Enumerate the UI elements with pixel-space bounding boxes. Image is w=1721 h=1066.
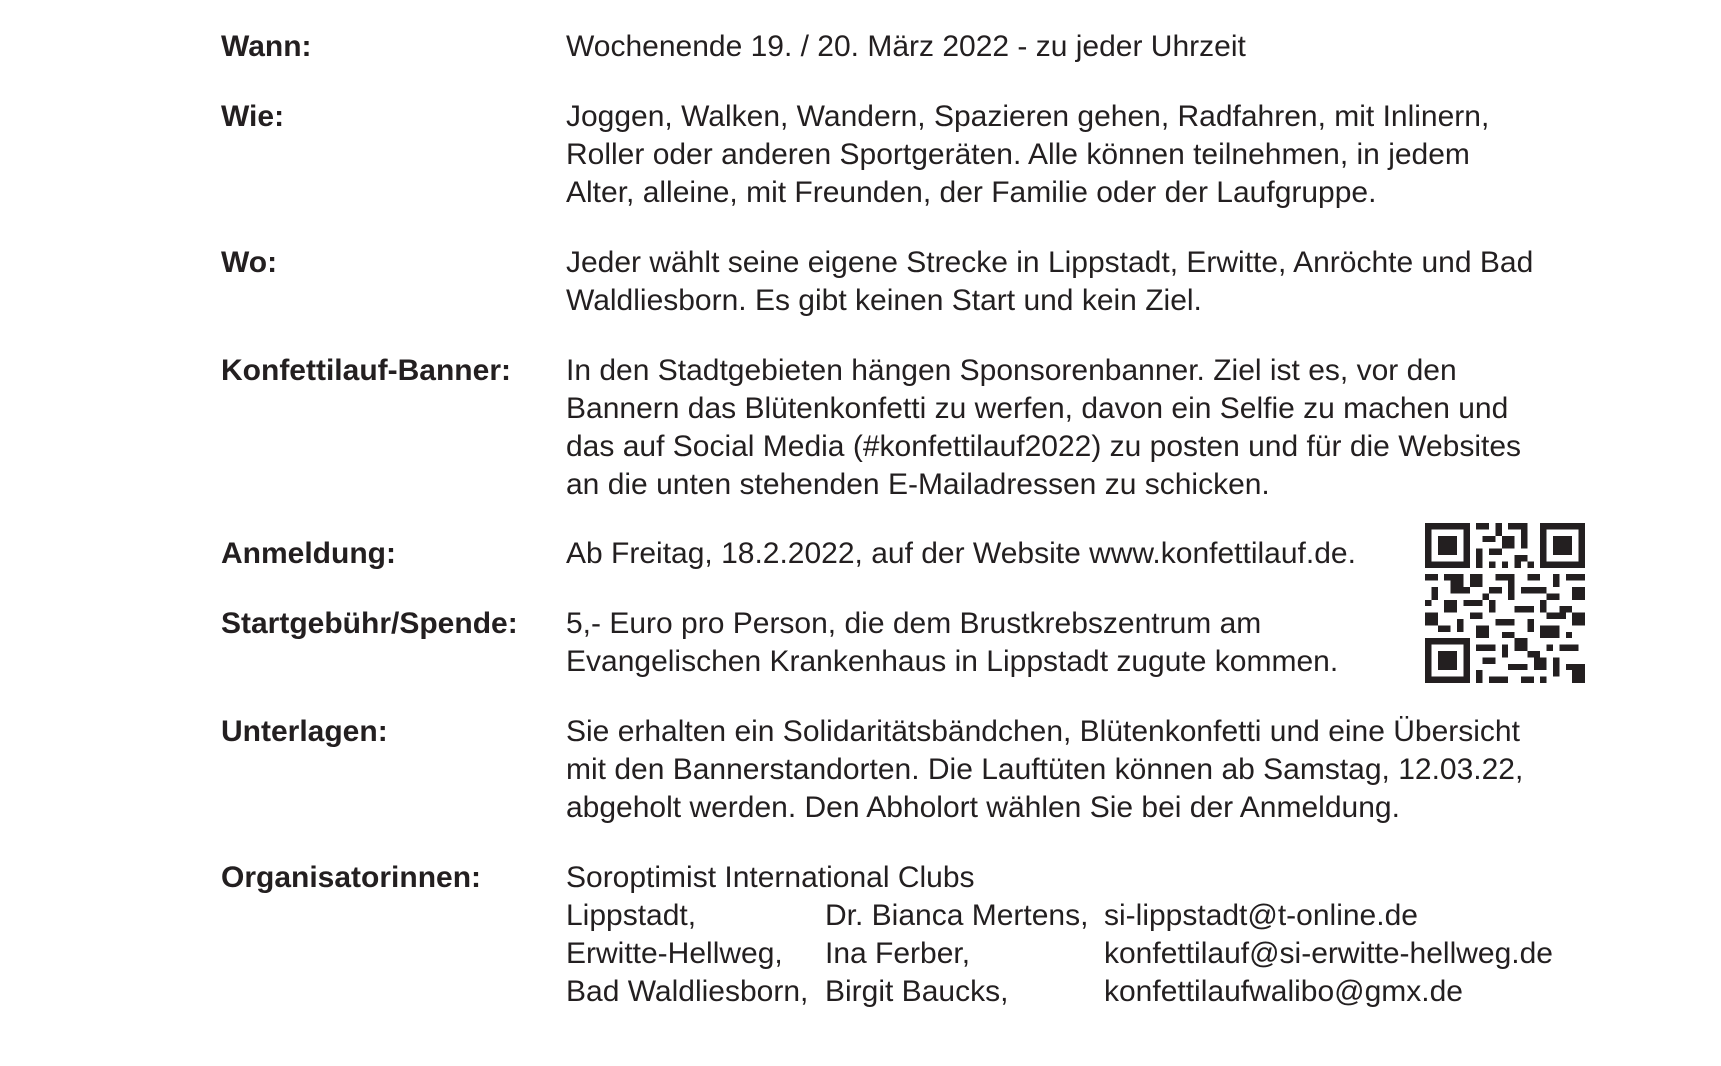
email-column <box>1104 897 1553 1011</box>
organizer-contacts <box>566 897 1626 1011</box>
label-wie: Wie: <box>221 100 285 133</box>
value-line: Joggen, Walken, Wandern, Spazieren gehen, Radfahren, mit Inlinern, <box>566 100 1490 133</box>
value-line: Waldliesborn. Es gibt keinen Start und kein Ziel. <box>566 284 1202 317</box>
qr-code-icon <box>1425 523 1585 683</box>
value-line: abgeholt werden. Den Abholort wählen Sie bei der Anmeldung. <box>566 791 1400 824</box>
contact-email: konfettilaufwalibo@gmx.de <box>1104 975 1463 1008</box>
contact-person: Dr. Bianca Mertens, <box>825 899 1089 932</box>
qr-finder-top-right <box>1540 523 1585 568</box>
value-konfettilauf-banner <box>566 352 1626 504</box>
label-startgebuehr-spende: Startgebühr/Spende: <box>221 607 518 640</box>
value-line: 5,- Euro pro Person, die dem Brustkrebszentrum am <box>566 607 1262 640</box>
label-unterlagen: Unterlagen: <box>221 715 388 748</box>
qr-finder-top-left <box>1425 523 1470 568</box>
club-name: Bad Waldliesborn, <box>566 975 809 1008</box>
organizer-heading: Soroptimist International Clubs <box>566 861 975 894</box>
label-organisatorinnen: Organisatorinnen: <box>221 861 482 894</box>
value-line: Wochenende 19. / 20. März 2022 - zu jeder Uhrzeit <box>566 30 1246 63</box>
club-name: Erwitte-Hellweg, <box>566 937 783 970</box>
label-konfettilauf-banner: Konfettilauf-Banner: <box>221 354 511 387</box>
value-line: mit den Bannerstandorten. Die Lauftüten können ab Samstag, 12.03.22, <box>566 753 1524 786</box>
value-wann <box>566 28 1626 66</box>
value-line: Roller oder anderen Sportgeräten. Alle können teilnehmen, in jedem <box>566 138 1470 171</box>
label-anmeldung: Anmeldung: <box>221 537 396 570</box>
label-wann: Wann: <box>221 30 312 63</box>
label-wo: Wo: <box>221 246 278 279</box>
value-line: In den Stadtgebieten hängen Sponsorenbanner. Ziel ist es, vor den <box>566 354 1457 387</box>
contact-person: Ina Ferber, <box>825 937 971 970</box>
value-anmeldung <box>566 535 1426 573</box>
club-column <box>566 897 808 1011</box>
contact-person: Birgit Baucks, <box>825 975 1009 1008</box>
value-wo <box>566 244 1626 320</box>
value-wie <box>566 98 1626 212</box>
value-unterlagen <box>566 713 1626 827</box>
value-line: an die unten stehenden E-Mailadressen zu schicken. <box>566 468 1270 501</box>
contact-email: si-lippstadt@t-online.de <box>1104 899 1418 932</box>
value-line: das auf Social Media (#konfettilauf2022) zu posten und für die Websites <box>566 430 1522 463</box>
qr-finder-bottom-left <box>1425 638 1470 683</box>
contact-email: konfettilauf@si-erwitte-hellweg.de <box>1104 937 1553 970</box>
club-name: Lippstadt, <box>566 899 697 932</box>
value-organisatorinnen <box>566 859 1626 1011</box>
value-line: Jeder wählt seine eigene Strecke in Lippstadt, Erwitte, Anröchte und Bad <box>566 246 1534 279</box>
value-line: Ab Freitag, 18.2.2022, auf der Website www.konfettilauf.de. <box>566 537 1356 570</box>
value-line: Alter, alleine, mit Freunden, der Familie oder der Laufgruppe. <box>566 176 1377 209</box>
value-line: Sie erhalten ein Solidaritätsbändchen, Blütenkonfetti und eine Übersicht <box>566 715 1520 748</box>
value-startgebuehr-spende <box>566 605 1426 681</box>
value-line: Evangelischen Krankenhaus in Lippstadt zugute kommen. <box>566 645 1339 678</box>
contact-person-column <box>825 897 1088 1011</box>
value-line: Bannern das Blütenkonfetti zu werfen, davon ein Selfie zu machen und <box>566 392 1509 425</box>
